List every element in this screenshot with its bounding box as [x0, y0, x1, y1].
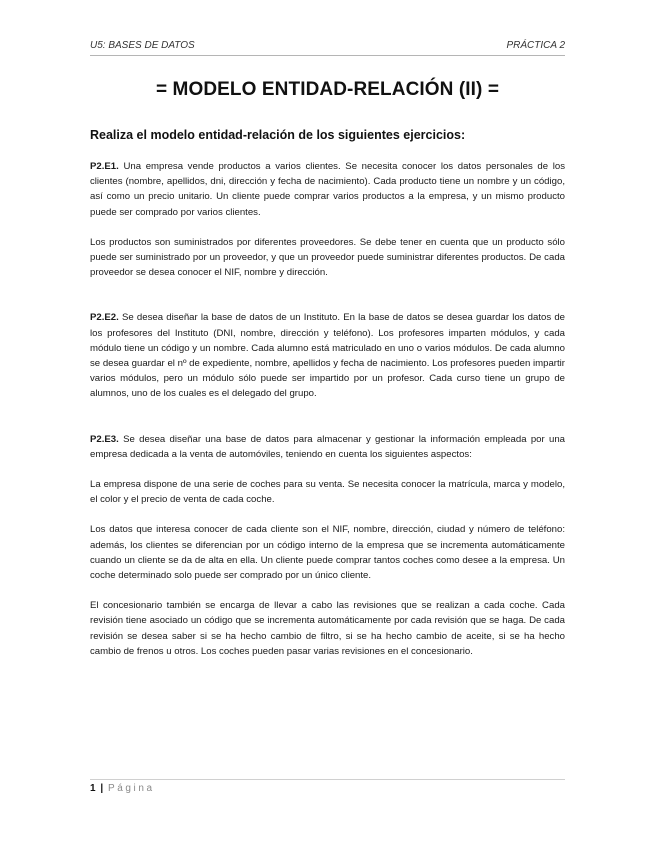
page-footer — [90, 779, 565, 794]
exercise-code: P2.E3. — [90, 433, 119, 445]
page-label: Página — [107, 783, 155, 794]
header-practice: PRÁCTICA 2 — [506, 40, 565, 51]
page-number: 1 — [90, 783, 96, 794]
header-course: U5: BASES DE DATOS — [90, 40, 195, 51]
exercise-3-paragraph-2: La empresa dispone de una serie de coches para su venta. Se necesita conocer la matrícula, marca y modelo, el color y el precio de venta de cada coche. — [90, 479, 565, 506]
paragraph-text: Se desea diseñar la base de datos de un Instituto. En la base de datos se desea guardar los datos de los profesores del Instituto (DNI, nombre, dirección y teléfono). Los profesores imparten módulos, y cada módulo tiene un código y un nombre. Cada alumno está matriculado en uno o varios módulos. De cada alumno se desea guardar el nº de expediente, nombre, apellidos y fecha de nacimiento. Los profesores pueden impartir varios módulos, pero un módulo sólo puede ser impartido por un profesor. Cada curso tiene un grupo de alumnos, uno de los cuales es el delegado del grupo. — [90, 312, 565, 400]
page-header — [90, 39, 565, 56]
exercise-2-paragraph-1 — [90, 310, 565, 401]
exercise-1-paragraph-2: Los productos son suministrados por diferentes proveedores. Se debe tener en cuenta que un producto sólo puede ser suministrado por un proveedor, y que un proveedor puede suministrar diferentes productos. De cada proveedor se desea conocer el NIF, nombre y dirección. — [90, 236, 565, 279]
exercise-1-paragraph-1 — [90, 159, 565, 220]
exercise-3-paragraph-4: El concesionario también se encarga de llevar a cabo las revisiones que se realizan a cada coche. Cada revisión tiene asociado un código que se incrementa automáticamente por cada revisión que se haga. De cada revisión se desea saber si se ha hecho cambio de filtro, si se ha hecho cambio de aceite, si se ha hecho cambio de frenos u otros. Los coches pueden pasar varias revisiones en el concesionario. — [90, 600, 565, 657]
exercise-content — [90, 159, 565, 659]
instructions-heading: Realiza el modelo entidad-relación de los siguientes ejercicios: — [90, 128, 466, 142]
exercise-3-paragraph-3: Los datos que interesa conocer de cada cliente son el NIF, nombre, dirección, ciudad y número de teléfono: además, los clientes se diferencian por un código interno de la empresa que se incrementa automáticamente cuando un cliente se da de alta en ella. Un cliente puede comprar tantos coches como desee a la empresa. Un coche determinado solo puede ser comprado por un único cliente. — [90, 524, 565, 582]
exercise-3-paragraph-1 — [90, 432, 565, 462]
exercise-code: P2.E2. — [90, 312, 119, 324]
exercise-code: P2.E1. — [90, 161, 119, 172]
paragraph-text: Una empresa vende productos a varios clientes. Se necesita conocer los datos personales de los clientes (nombre, apellidos, dni, dirección y fecha de nacimiento). Cada producto tiene un nombre y un código, así como un precio unitario. Un cliente puede comprar varios productos a la empresa, y un mismo producto puede ser comprado por varios clientes. — [90, 161, 565, 218]
document-title: = MODELO ENTIDAD-RELACIÓN (II) = — [155, 79, 500, 100]
footer-separator: | — [100, 783, 104, 794]
paragraph-text: Se desea diseñar una base de datos para almacenar y gestionar la información empleada por una empresa dedicada a la venta de automóviles, teniendo en cuenta los siguientes aspectos: — [90, 433, 565, 460]
